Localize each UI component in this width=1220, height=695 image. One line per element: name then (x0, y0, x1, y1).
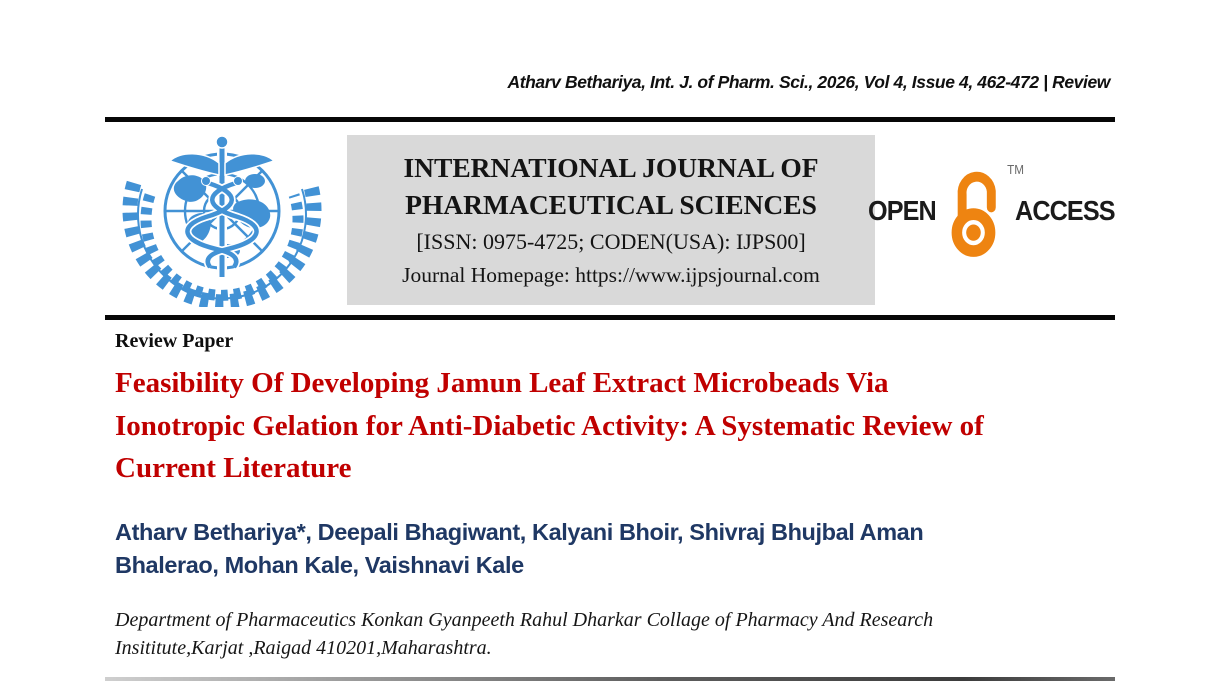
author-list-line: Bhalerao, Mohan Kale, Vaishnavi Kale (115, 552, 524, 578)
author-list (115, 516, 923, 582)
open-access-word-access: ACCESS (1015, 195, 1115, 226)
journal-name-line1: INTERNATIONAL JOURNAL OF (403, 152, 819, 183)
journal-homepage-link[interactable]: Journal Homepage: https://www.ijpsjournal.com (402, 263, 820, 287)
page-bottom-rule (105, 677, 1115, 681)
masthead-bottom-rule (105, 315, 1115, 320)
article-title-line: Ionotropic Gelation for Anti-Diabetic Activity: A Systematic Review of (115, 409, 984, 442)
journal-masthead-box (347, 135, 875, 305)
author-list-line: Atharv Bethariya*, Deepali Bhagiwant, Kalyani Bhoir, Shivraj Bhujbal Aman (115, 519, 924, 545)
article-title-line: Feasibility Of Developing Jamun Leaf Extract Microbeads Via (115, 367, 889, 399)
trademark-label: TM (1007, 162, 1025, 177)
open-access-word-open: OPEN (868, 195, 936, 226)
section-label: Review Paper (115, 330, 234, 352)
open-access-lock-icon (943, 162, 1025, 258)
running-head-citation: Atharv Bethariya, Int. J. of Pharm. Sci., 2026, Vol 4, Issue 4, 462-472 | Review (507, 72, 1110, 92)
open-access-logo (868, 156, 1115, 266)
journal-name-line2: PHARMACEUTICAL SCIENCES (405, 189, 817, 220)
article-title-line: Current Literature (115, 452, 352, 484)
issn-coden-line: [ISSN: 0975-4725; CODEN(USA): IJPS00] (416, 229, 806, 254)
affiliation (115, 606, 933, 662)
who-emblem-icon (116, 131, 330, 307)
affiliation-line: Insititute,Karjat ,Raigad 410201,Maharashtra. (115, 637, 492, 659)
top-divider-rule (105, 117, 1115, 122)
article-title (115, 362, 984, 490)
affiliation-line: Department of Pharmaceutics Konkan Gyanpeeth Rahul Dharkar Collage of Pharmacy And Research (115, 609, 934, 631)
